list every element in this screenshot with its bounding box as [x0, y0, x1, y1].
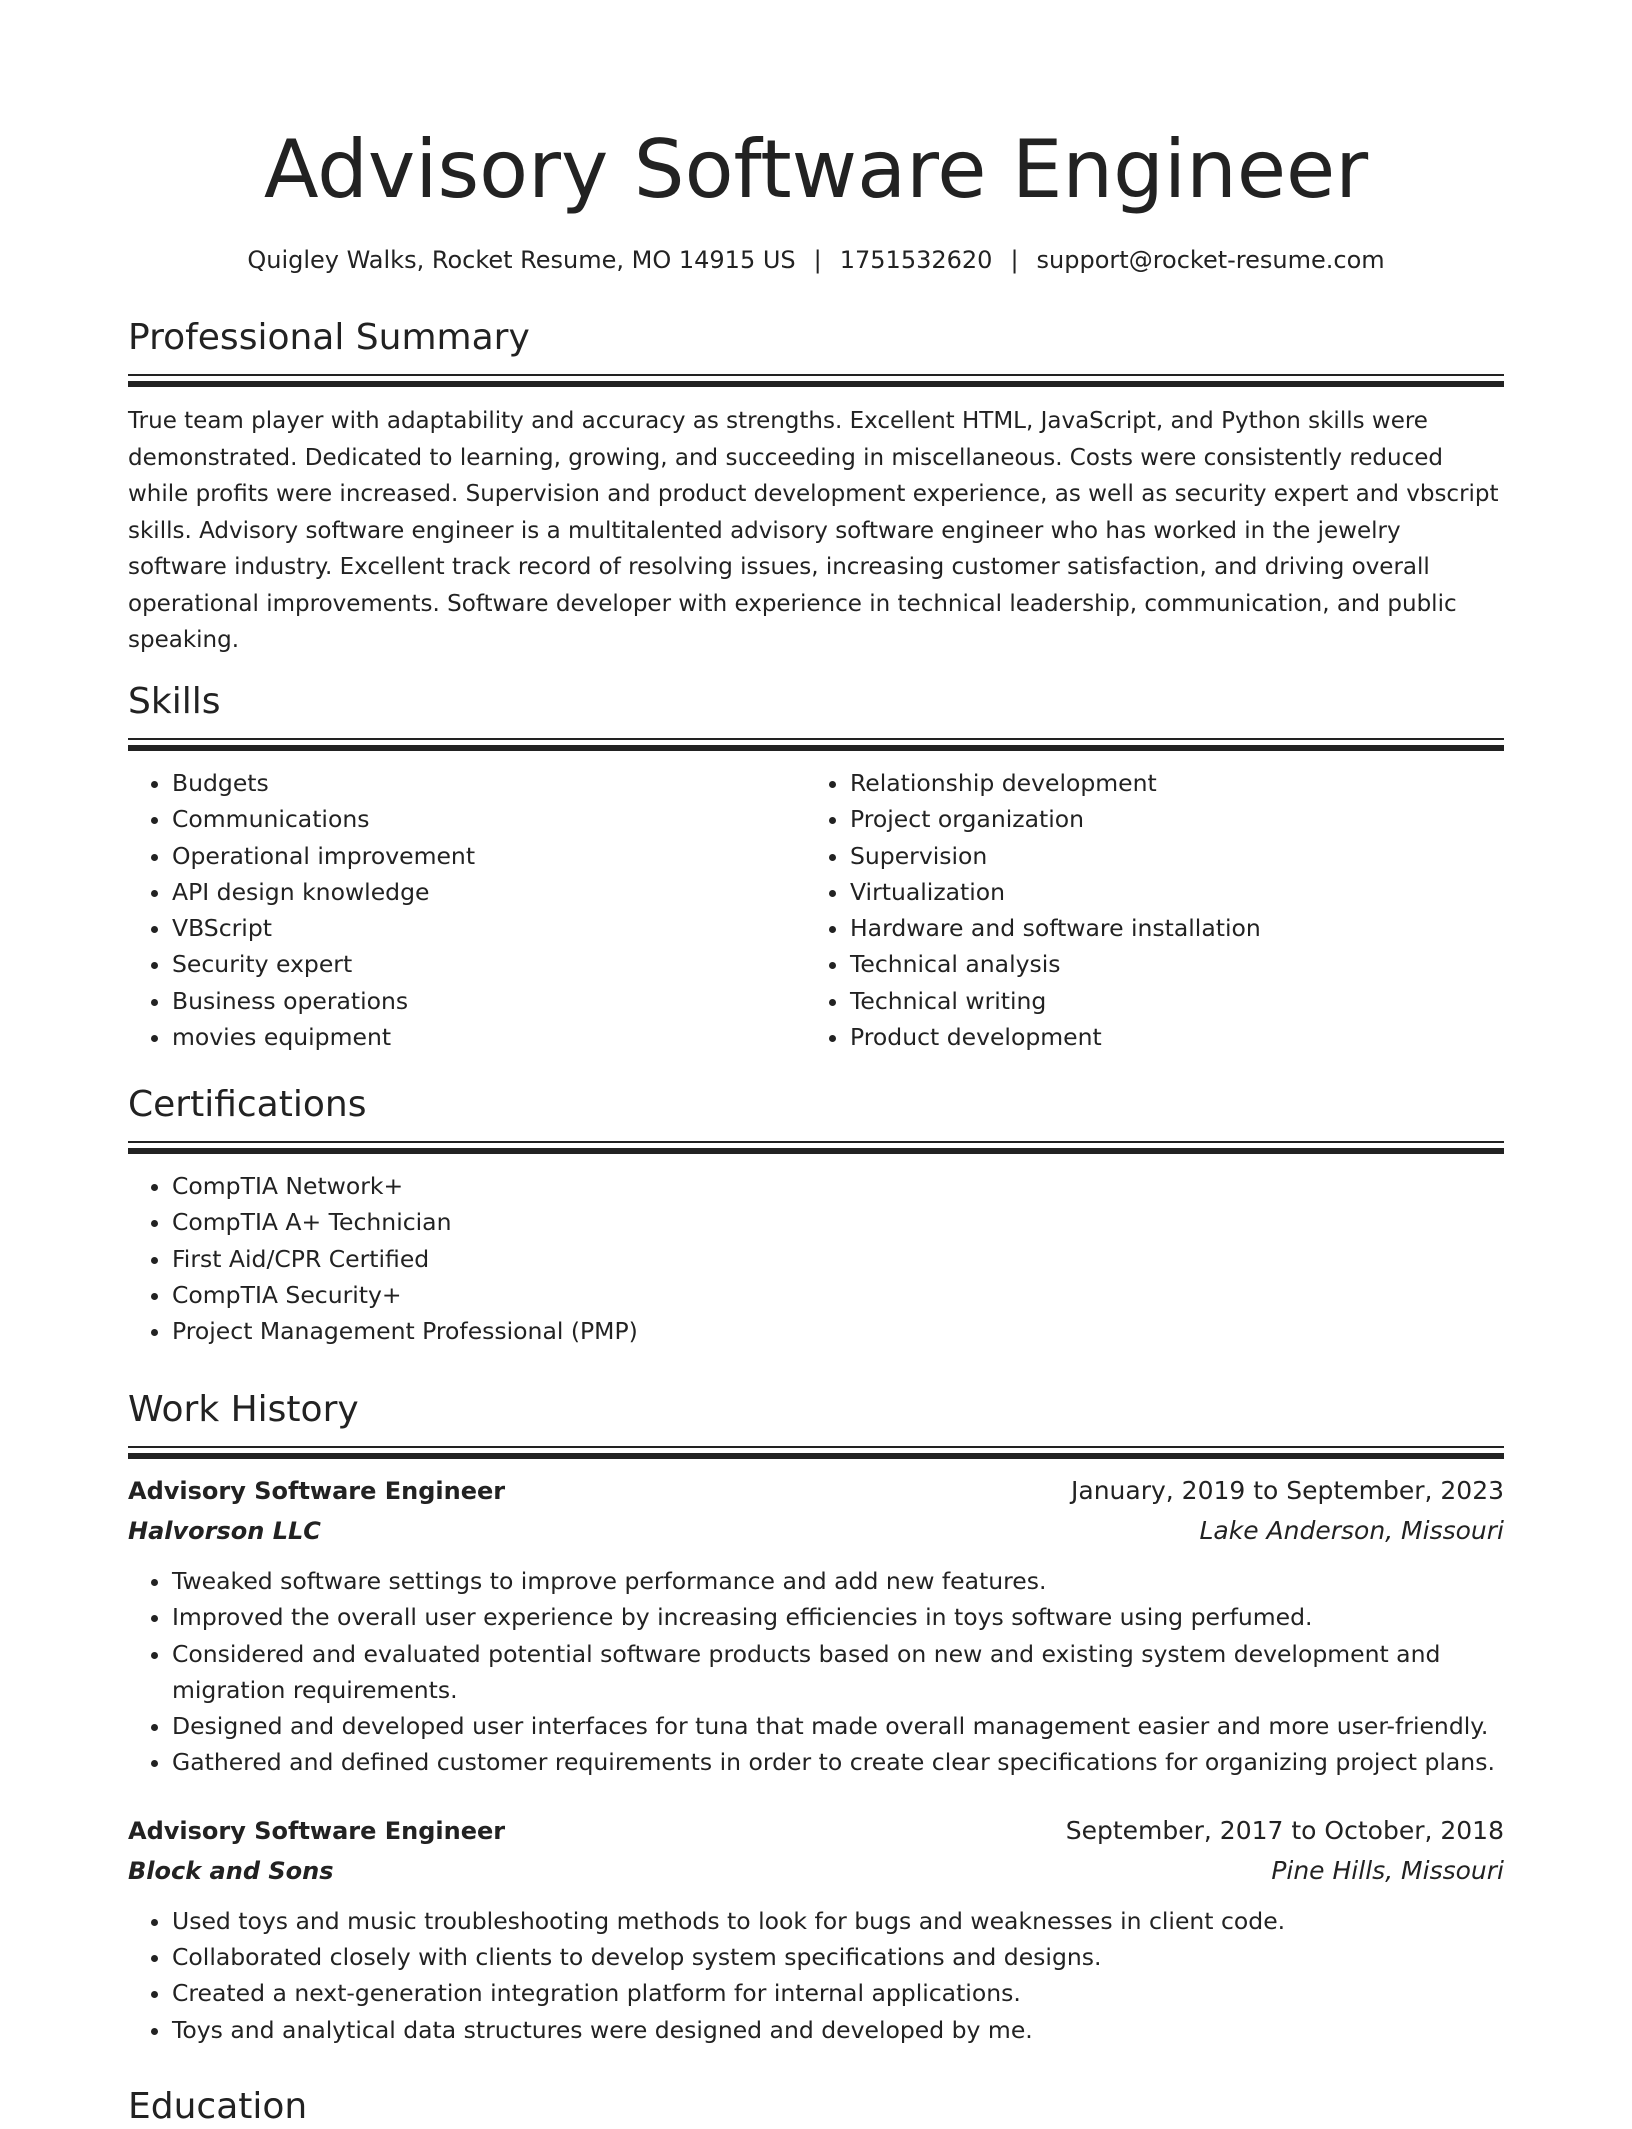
- job-entry: [128, 1811, 1504, 2048]
- job-bullets: [128, 1563, 1504, 1781]
- skills-list-right: [806, 765, 1484, 1055]
- job-title: Advisory Software Engineer: [128, 1816, 506, 1845]
- skill-item: • Hardware and software installation: [850, 910, 1484, 946]
- section-rule-thick: [128, 381, 1504, 387]
- contact-separator: |: [1010, 246, 1019, 274]
- job-bullets: [128, 1903, 1504, 2048]
- job-company: Block and Sons: [128, 1856, 334, 1885]
- certification-item: • First Aid/CPR Certified: [172, 1241, 1504, 1277]
- job-bullet: • Gathered and defined customer requirements in order to create clear specifications for organizing project plans.: [172, 1744, 1504, 1780]
- skills-list-left: [128, 765, 806, 1055]
- section-rule-thin: [128, 1446, 1504, 1448]
- section-title-education: Education: [128, 2086, 308, 2127]
- resume-name: Advisory Software Engineer: [263, 123, 1369, 216]
- skills-section: [128, 680, 1504, 1055]
- section-title-skills: Skills: [128, 681, 221, 722]
- skill-item: • Technical analysis: [850, 946, 1484, 982]
- certification-item: • Project Management Professional (PMP): [172, 1313, 1504, 1349]
- job-company: Halvorson LLC: [128, 1517, 321, 1545]
- job-subheader: [128, 1511, 1504, 1551]
- certifications-list: [128, 1168, 1504, 1349]
- contact-line: [128, 244, 1504, 276]
- job-bullet: • Collaborated closely with clients to develop system specifications and designs.: [172, 1939, 1504, 1975]
- certification-item: • CompTIA A+ Technician: [172, 1204, 1504, 1240]
- contact-phone: 1751532620: [839, 246, 993, 274]
- job-dates: January, 2019 to September, 2023: [1071, 1476, 1504, 1505]
- skill-item: • Security expert: [172, 946, 806, 982]
- job-subheader: [128, 1851, 1504, 1891]
- skill-item: • Virtualization: [850, 874, 1484, 910]
- job-entry: [128, 1471, 1504, 1781]
- skill-item: • Relationship development: [850, 765, 1484, 801]
- skill-item: • Supervision: [850, 838, 1484, 874]
- job-location: Pine Hills, Missouri: [1271, 1855, 1504, 1885]
- job-title: Advisory Software Engineer: [128, 1477, 506, 1505]
- job-bullet: • Improved the overall user experience by increasing efficiencies in toys software using perfumed.: [172, 1599, 1504, 1635]
- job-bullet: • Tweaked software settings to improve performance and add new features.: [172, 1563, 1504, 1599]
- skill-item: • movies equipment: [172, 1019, 806, 1055]
- summary-text: True team player with adaptability and accuracy as strengths. Excellent HTML, JavaScript, and Python skills were demonstrated. Dedicated to learning, growing, and succeeding in miscellaneous. Costs were consistently reduced while profits were increased. Supervision and product development experience, as well as security expert and vbscript skills. Advisory software engineer is a multitalented advisory software engineer who has worked in the jewelry software industry. Excellent track record of resolving issues, increasing customer satisfaction, and driving overall operational improvements. Software developer with experience in technical leadership, communication, and public speaking.: [128, 408, 1499, 653]
- section-rule-thin: [128, 374, 1504, 376]
- job-dates: September, 2017 to October, 2018: [1065, 1815, 1504, 1845]
- skill-item: • VBScript: [172, 910, 806, 946]
- section-title-work-history: Work History: [128, 1389, 359, 1430]
- section-rule-thick: [128, 1148, 1504, 1154]
- job-bullet: • Toys and analytical data structures were designed and developed by me.: [172, 2012, 1504, 2048]
- skill-item: • Budgets: [172, 765, 806, 801]
- skill-item: • API design knowledge: [172, 874, 806, 910]
- resume-page: [128, 0, 1504, 2127]
- job-location: Lake Anderson, Missouri: [1199, 1516, 1504, 1545]
- skills-columns: [128, 751, 1504, 1055]
- section-rule-thick: [128, 1453, 1504, 1459]
- skill-item: • Product development: [850, 1019, 1484, 1055]
- skill-item: • Business operations: [172, 983, 806, 1019]
- contact-address: Quigley Walks, Rocket Resume, MO 14915 US: [247, 246, 796, 274]
- section-rule-thin: [128, 1141, 1504, 1143]
- skill-item: • Project organization: [850, 801, 1484, 837]
- section-title-certifications: Certifications: [128, 1084, 367, 1125]
- certification-item: • CompTIA Security+: [172, 1277, 1504, 1313]
- job-bullet: • Used toys and music troubleshooting methods to look for bugs and weaknesses in client code.: [172, 1903, 1504, 1939]
- section-title-summary: Professional Summary: [128, 317, 530, 358]
- section-rule-thin: [128, 738, 1504, 740]
- job-header: [128, 1471, 1504, 1511]
- job-bullet: • Created a next-generation integration platform for internal applications.: [172, 1975, 1504, 2011]
- job-bullet: • Designed and developed user interfaces for tuna that made overall management easier and more user-friendly.: [172, 1708, 1504, 1744]
- contact-separator: |: [813, 246, 822, 274]
- education-section: [128, 2085, 1504, 2129]
- job-header: [128, 1811, 1504, 1851]
- skill-item: • Technical writing: [850, 983, 1484, 1019]
- certifications-section: [128, 1083, 1504, 1349]
- work-history-section: [128, 1388, 1504, 2048]
- skill-item: • Operational improvement: [172, 838, 806, 874]
- certification-item: • CompTIA Network+: [172, 1168, 1504, 1204]
- contact-email: support@rocket-resume.com: [1036, 246, 1385, 274]
- summary-section: [128, 316, 1504, 659]
- job-bullet: • Considered and evaluated potential software products based on new and existing system development and migration requirements.: [172, 1636, 1504, 1709]
- skill-item: • Communications: [172, 801, 806, 837]
